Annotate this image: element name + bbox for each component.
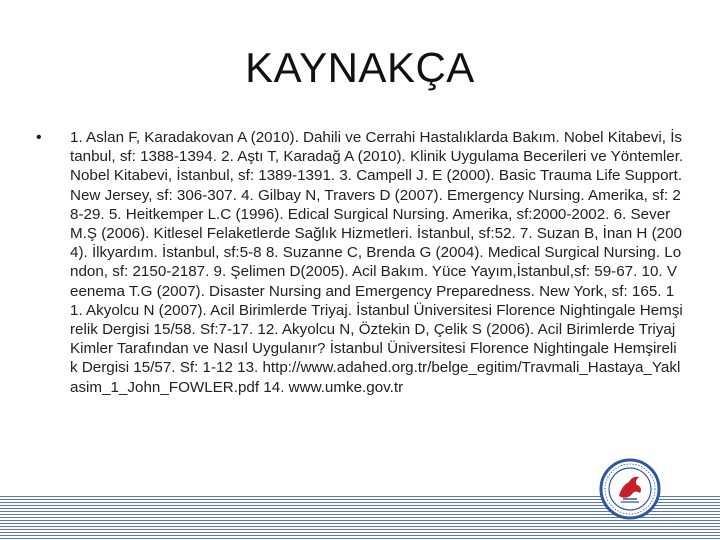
reference-text: 1. Aslan F, Karadakovan A (2010). Dahili ve Cerrahi Hastalıklarda Bakım. Nobel Kitabevi, İstanbul, sf: 1388-1394. 2. Aştı T, Karadağ A (2010). Klinik Uygulama Becerileri ve Yöntemler. Nobel Kitabevi, İstanbul, sf: 1389-1391. 3. Campell J. E (2000). Basic Trauma Life Support. New Jersey, sf: 306-307. 4. Gilbay N, Travers D (2007). Emergency Nursing. Amerika, sf: 28-29. 5. Heitkemper L.C (1996). Edical Surgical Nursing. Amerika, sf:2000-2002. 6. Sever M.Ş (2006). Kitlesel Felaketlerde Sağlık Hizmetleri. İstanbul, sf:52. 7. Suzan B, İnan H (2004). İlkyardım. İstanbul, sf:5-8 8. Suzanne C, Brenda G (2004). Medical Surgical Nursing. London, sf: 2150-2187. 9. Şelimen D(2005). Acil Bakım. Yüce Yayım,İstanbul,sf: 59-67. 10. Veenema T.G (2007). Disaster Nursing and Emergency Preparedness. New York, sf: 165. 11. Akyolcu N (2007). Acil Birimlerde Triyaj. İstanbul Üniversitesi Florence Nightingale Hemşirelik Dergisi 15/58. Sf:7-17. 12. Akyolcu N, Öztekin D, Çelik S (2006). Acil Birimlerde Triyaj Kimler Tarafından ve Nasıl Uygulanır? İstanbul Üniversitesi Florence Nightingale Hemşirelik Dergisi 15/57. Sf: 1-12 13. http://www.adahed.org.tr/belge_egitim/Travmali_Hastaya_Yaklasim_1_John_FOWLER.pdf 14. www.umke.gov.tr xyxy=(70,129,684,396)
slide-title: KAYNAKÇA xyxy=(245,44,475,91)
university-seal-logo-icon xyxy=(599,458,661,520)
bullet-icon: • xyxy=(36,129,42,146)
